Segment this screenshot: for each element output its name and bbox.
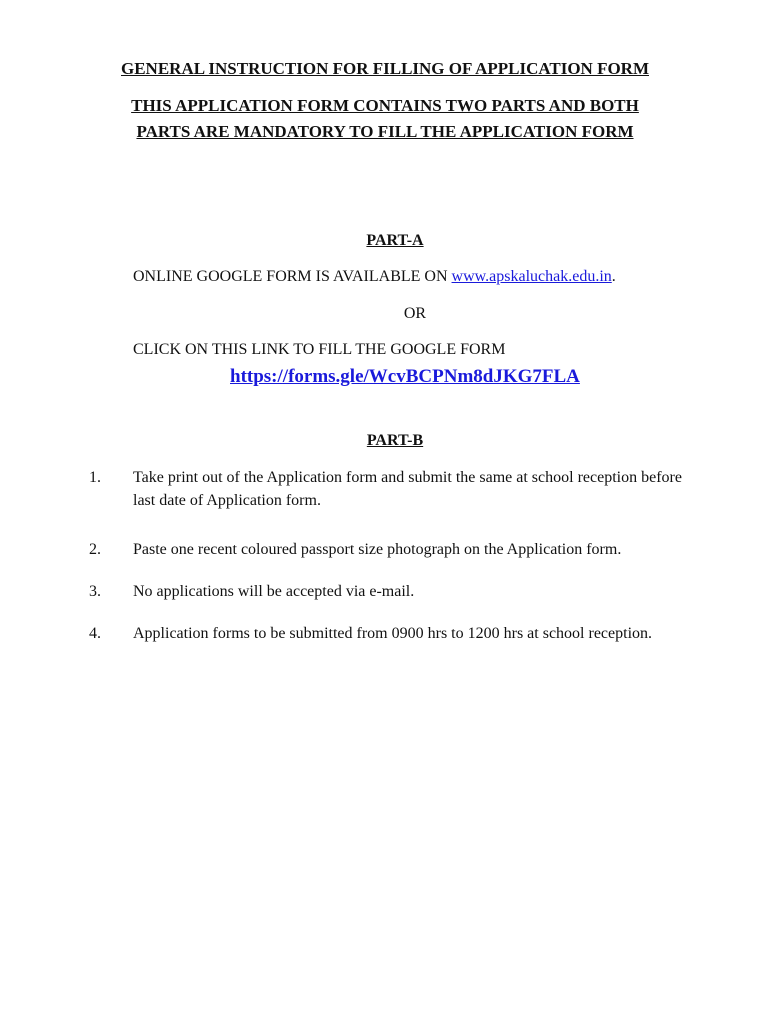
list-item-text: Paste one recent coloured passport size photograph on the Application form.: [133, 541, 622, 558]
online-form-text: ONLINE GOOGLE FORM IS AVAILABLE ON: [133, 268, 452, 285]
list-item-number: 3.: [89, 583, 101, 600]
part-b-heading: PART-B: [366, 432, 424, 449]
page-subtitle-line-2: PARTS ARE MANDATORY TO FILL THE APPLICATION FORM: [136, 122, 634, 141]
online-form-line: [133, 268, 616, 286]
website-link[interactable]: www.apskaluchak.edu.in: [451, 268, 612, 285]
online-form-suffix: .: [611, 268, 616, 285]
part-a-heading: PART-A: [366, 232, 424, 249]
list-item-number: 1.: [89, 469, 101, 486]
page-subtitle-line-1: THIS APPLICATION FORM CONTAINS TWO PARTS AND BOTH: [131, 96, 639, 115]
page-subtitle: [0, 93, 770, 145]
list-item-text: Application forms to be submitted from 0900 hrs to 1200 hrs at school reception.: [133, 625, 653, 642]
click-link-instruction: CLICK ON THIS LINK TO FILL THE GOOGLE FORM: [133, 341, 506, 358]
list-item-number: 2.: [89, 541, 101, 558]
or-separator: OR: [403, 305, 427, 322]
list-item-text: Take print out of the Application form and submit the same at school reception before last date of Application form.: [133, 469, 682, 509]
page-title: GENERAL INSTRUCTION FOR FILLING OF APPLICATION FORM: [121, 59, 649, 78]
list-item-number: 4.: [89, 625, 101, 642]
list-item-text: No applications will be accepted via e-mail.: [133, 583, 415, 600]
google-form-link[interactable]: https://forms.gle/WcvBCPNm8dJKG7FLA: [230, 366, 580, 387]
